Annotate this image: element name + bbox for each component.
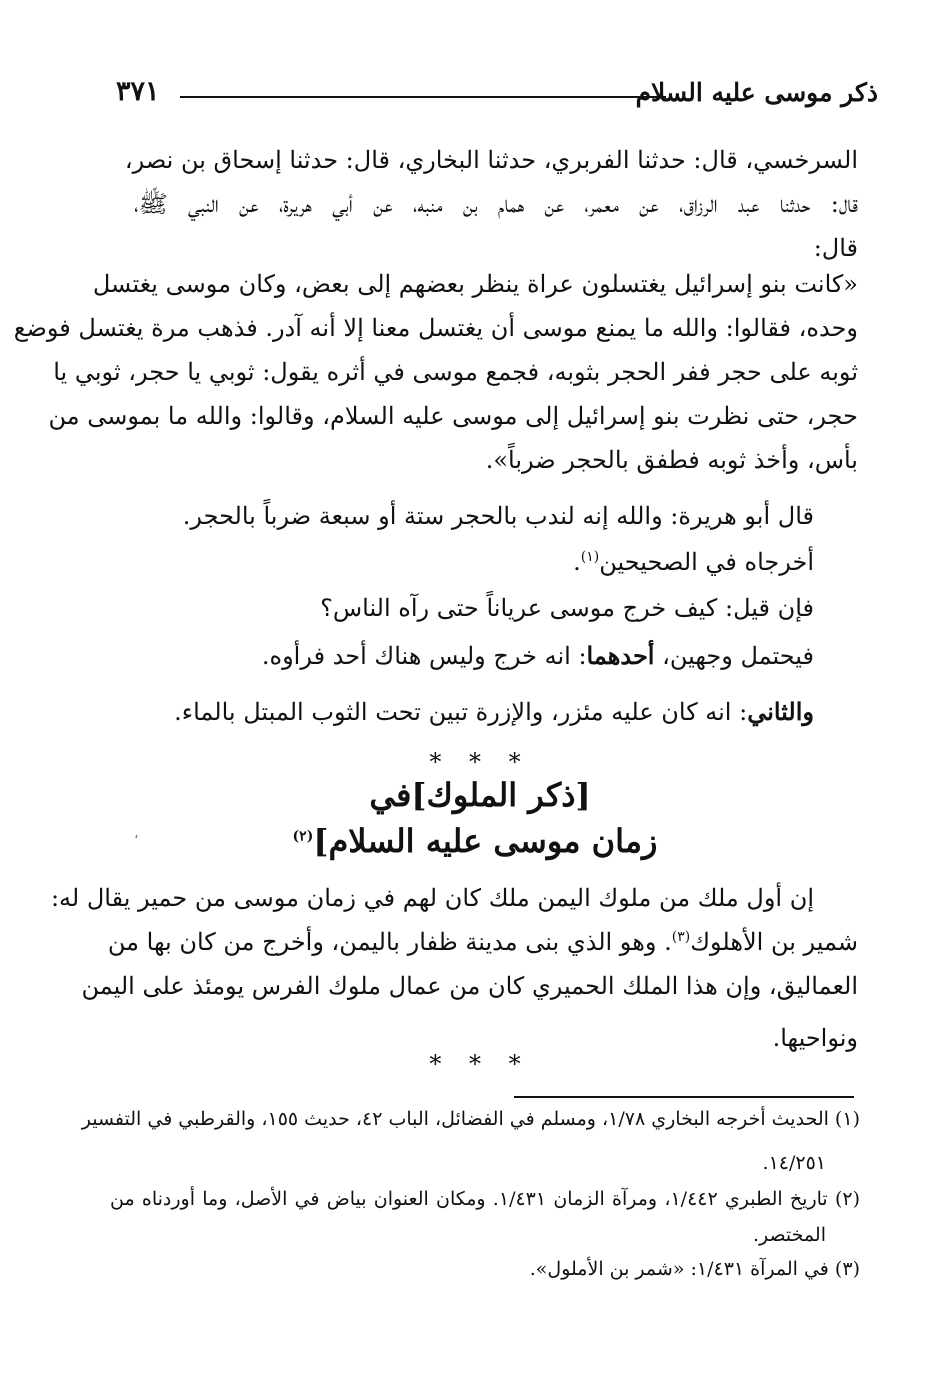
second-answer-label: والثاني xyxy=(747,697,814,726)
footnote-1-line-1: (١) الحديث أخرجه البخاري ١/٧٨، ومسلم في الفضائل، الباب ٤٢، حديث ١٥٥، والقرطبي في التفسير xyxy=(81,1108,860,1130)
section-heading-line-1: [ذكر الملوك]في xyxy=(369,776,591,814)
question-line: فإن قيل: كيف خرج موسى عرياناً حتى رآه الناس؟ xyxy=(320,594,814,622)
hadith-line-1: «كانت بنو إسرائيل يغتسلون عراة ينظر بعضهم إلى بعض، وكان موسى يغتسل xyxy=(92,270,858,298)
page-number: ٣٧١ xyxy=(116,76,160,107)
hadith-line-5: بأس، وأخذ ثوبه فطفق بالحجر ضرباً». xyxy=(485,446,858,474)
abu-hurayra-line: قال أبو هريرة: والله إنه لندب بالحجر ستة أو سبعة ضرباً بالحجر. xyxy=(182,502,814,530)
footnote-ref-3: (٣) xyxy=(671,929,691,945)
speck-mark: ، xyxy=(134,826,139,842)
footnote-2-line-1: (٢) تاريخ الطبري ١/٤٤٢، ومرآة الزمان ١/٤٣١. ومكان العنوان بياض في الأصل، وما أوردناه من xyxy=(110,1188,860,1210)
hadith-line-3: ثوبه على حجر ففر الحجر بثوبه، فجمع موسى في أثره يقول: ثوبي يا حجر، ثوبي يا xyxy=(53,358,858,386)
second-answer-line xyxy=(134,696,814,728)
footnote-1-line-2: ١٤/٢٥١. xyxy=(762,1152,826,1174)
kings-line-2-end: . وهو الذي بنى مدينة ظفار باليمن، وأخرج من كان بها من xyxy=(107,928,672,956)
closing-separator-stars: * * * xyxy=(429,1050,531,1078)
footnote-2-line-2: المختصر. xyxy=(752,1224,826,1246)
footnote-ref-2: (٢) xyxy=(292,828,314,845)
kings-line-1: إن أول ملك من ملوك اليمن ملك كان لهم في زمان موسى من حمير يقال له: xyxy=(50,884,814,912)
kings-line-3: العماليق، وإن هذا الملك الحميري كان من عمال ملوك الفرس يومئذ على اليمن xyxy=(81,972,858,1000)
first-answer-label: أحدهما xyxy=(586,641,655,670)
hadith-line-4: حجر، حتى نظرت بنو إسرائيل إلى موسى عليه السلام، وقالوا: والله ما بموسى من xyxy=(48,402,858,430)
section-heading-text: زمان موسى عليه السلام] xyxy=(313,822,658,860)
hadith-line-2: وحده، فقالوا: والله ما يمنع موسى أن يغتسل معنا إلا أنه آدر. فذهب مرة يغتسل فوضع xyxy=(13,314,858,342)
sahihayn-line xyxy=(134,546,814,578)
first-answer-lead: فيحتمل وجهين، xyxy=(654,642,814,670)
kings-line-2-start: شمير بن الأهلوك xyxy=(690,928,858,956)
section-separator-stars: * * * xyxy=(429,748,531,776)
footnote-3: (٣) في المرآة ١/٤٣١: «شمر بن الأملول». xyxy=(529,1258,860,1280)
first-answer-text: : انه خرج وليس هناك أحد فرأوه. xyxy=(261,642,587,670)
footnote-rule xyxy=(514,1096,854,1098)
first-answer-line xyxy=(134,640,814,672)
sahihayn-text: أخرجاه في الصحيحين xyxy=(599,548,814,576)
body-line-1: السرخسي، قال: حدثنا الفربري، حدثنا البخاري، قال: حدثنا إسحاق بن نصر، xyxy=(124,146,858,174)
header-rule xyxy=(180,96,666,98)
footnote-ref-1: (١) xyxy=(580,549,600,565)
running-header xyxy=(116,76,878,120)
running-header-title: ذكر موسى عليه السلام xyxy=(635,78,878,107)
kings-line-4: ونواحيها. xyxy=(772,1024,858,1052)
second-answer-text: : انه كان عليه مئزر، والإزرة تبين تحت الثوب المبتل بالماء. xyxy=(174,698,748,726)
sahihayn-end: . xyxy=(573,548,581,576)
body-line-2: قال: حدثنا عبد الرزاق، عن معمر، عن همام بن منبه، عن أبي هريرة، عن النبي ﷺ، xyxy=(134,190,858,218)
kings-line-2 xyxy=(107,926,858,958)
section-heading-line-2 xyxy=(240,822,710,860)
body-line-3: قال: xyxy=(813,234,858,262)
